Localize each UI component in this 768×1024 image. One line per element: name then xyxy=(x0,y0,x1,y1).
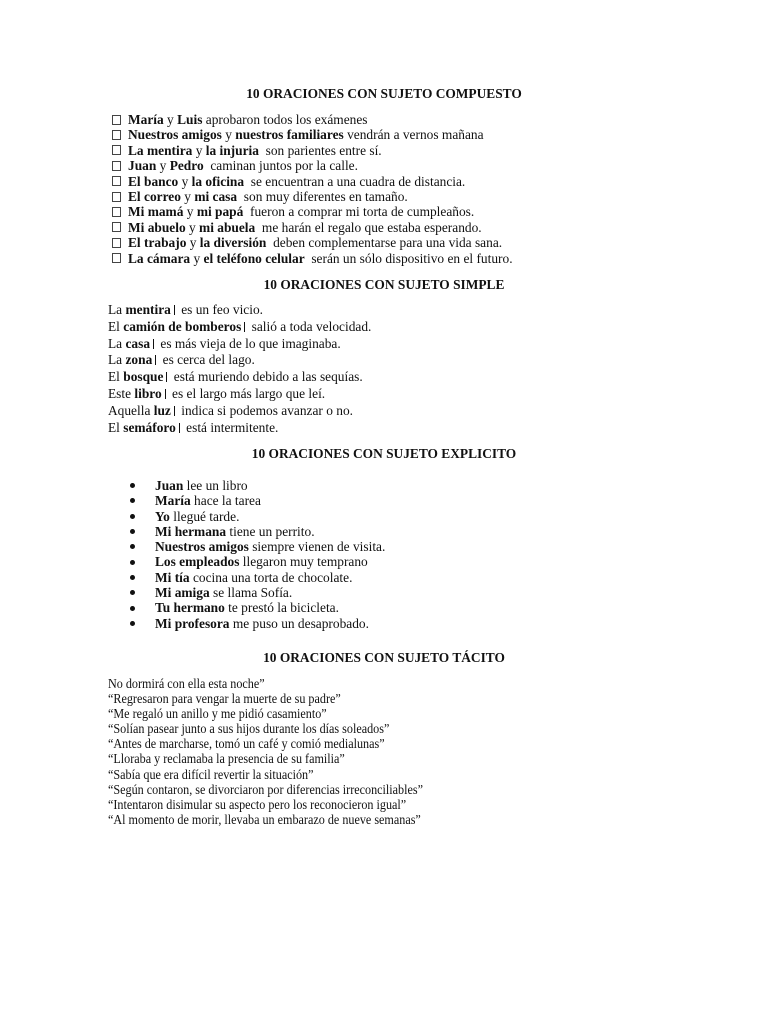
list-item: Mi amiga se llama Sofía. xyxy=(130,585,385,600)
list-item: El banco y la oficina se encuentran a una cuadra de distancia. xyxy=(112,174,513,189)
list-item: “Lloraba y reclamaba la presencia de su familia” xyxy=(108,751,345,767)
divider-bar xyxy=(174,305,175,315)
list-item: Mi abuelo y mi abuela me harán el regalo que estaba esperando. xyxy=(112,220,513,235)
list-item: Juan y Pedro caminan juntos por la calle. xyxy=(112,158,513,173)
list-item: “Según contaron, se divorciaron por diferencias irreconciliables” xyxy=(108,781,423,797)
list-item: “Intentaron disimular su aspecto pero los reconocieron igual” xyxy=(108,796,407,812)
heading-compuesto: 10 ORACIONES CON SUJETO COMPUESTO xyxy=(246,86,522,101)
list-item: “Regresaron para vengar la muerte de su padre” xyxy=(108,691,341,707)
bullet-icon xyxy=(130,498,135,503)
list-item: “Al momento de morir, llevaba un embarazo de nueve semanas” xyxy=(108,811,421,827)
list-item: Los empleados llegaron muy temprano xyxy=(130,554,385,569)
divider-bar xyxy=(165,389,166,399)
divider-bar xyxy=(174,406,175,416)
list-item: La mentira y la injuria son parientes entre sí. xyxy=(112,143,513,158)
checkbox-glyph-icon xyxy=(112,253,121,263)
checkbox-glyph-icon xyxy=(112,176,121,186)
list-item: Nuestros amigos y nuestros familiares vendrán a vernos mañana xyxy=(112,127,513,142)
checkbox-glyph-icon xyxy=(112,115,121,125)
list-item: Yo llegué tarde. xyxy=(130,509,385,524)
simple-list xyxy=(108,302,371,436)
list-item: El trabajo y la diversión deben complementarse para una vida sana. xyxy=(112,235,513,250)
list-item: Aquella luz indica si podemos avanzar o no. xyxy=(108,402,354,418)
list-item: Mi hermana tiene un perrito. xyxy=(130,524,385,539)
checkbox-glyph-icon xyxy=(112,192,121,202)
list-item: Juan lee un libro xyxy=(130,478,385,493)
list-item: No dormirá con ella esta noche” xyxy=(108,676,265,691)
heading-explicito: 10 ORACIONES CON SUJETO EXPLICITO xyxy=(251,446,517,461)
bullet-icon xyxy=(130,575,135,580)
list-item: El semáforo está intermitente. xyxy=(108,419,279,435)
heading-simple: 10 ORACIONES CON SUJETO SIMPLE xyxy=(263,277,505,292)
list-item: La zona es cerca del lago. xyxy=(108,352,255,368)
list-item: “Antes de marcharse, tomó un café y comió medialunas” xyxy=(108,736,385,752)
compuesto-list xyxy=(112,112,513,266)
bullet-icon xyxy=(130,529,135,534)
checkbox-glyph-icon xyxy=(112,161,121,171)
divider-bar xyxy=(179,423,180,433)
divider-bar xyxy=(244,322,245,332)
checkbox-glyph-icon xyxy=(112,238,121,248)
bullet-icon xyxy=(130,514,135,519)
divider-bar xyxy=(153,339,154,349)
bullet-icon xyxy=(130,621,135,626)
bullet-icon xyxy=(130,544,135,549)
heading-tacito: 10 ORACIONES CON SUJETO TÁCITO xyxy=(263,650,505,665)
bullet-icon xyxy=(130,606,135,611)
list-item: Mi profesora me puso un desaprobado. xyxy=(130,616,385,631)
tacito-list xyxy=(108,676,423,827)
list-item: La mentira es un feo vicio. xyxy=(108,302,264,317)
divider-bar xyxy=(155,355,156,365)
divider-bar xyxy=(166,372,167,382)
list-item: La casa es más vieja de lo que imaginaba. xyxy=(108,335,341,351)
checkbox-glyph-icon xyxy=(112,145,121,155)
list-item: María y Luis aprobaron todos los exámenes xyxy=(112,112,513,127)
list-item: Nuestros amigos siempre vienen de visita. xyxy=(130,539,385,554)
list-item: El correo y mi casa son muy diferentes en tamaño. xyxy=(112,189,513,204)
bullet-icon xyxy=(130,483,135,488)
checkbox-glyph-icon xyxy=(112,130,121,140)
explicito-list xyxy=(130,478,385,631)
checkbox-glyph-icon xyxy=(112,222,121,232)
list-item: “Sabía que era difícil revertir la situación” xyxy=(108,766,314,782)
list-item: Este libro es el largo más largo que leí. xyxy=(108,385,326,401)
list-item: Mi mamá y mi papá fueron a comprar mi torta de cumpleaños. xyxy=(112,204,513,219)
list-item: Tu hermano te prestó la bicicleta. xyxy=(130,600,385,615)
list-item: “Solían pasear junto a sus hijos durante los días soleados” xyxy=(108,721,390,737)
bullet-icon xyxy=(130,560,135,565)
list-item: El camión de bomberos salió a toda velocidad. xyxy=(108,318,372,334)
list-item: Mi tía cocina una torta de chocolate. xyxy=(130,570,385,585)
list-item: La cámara y el teléfono celular serán un sólo dispositivo en el futuro. xyxy=(112,251,513,266)
list-item: El bosque está muriendo debido a las sequías. xyxy=(108,369,363,385)
checkbox-glyph-icon xyxy=(112,207,121,217)
list-item: María hace la tarea xyxy=(130,493,385,508)
list-item: “Me regaló un anillo y me pidió casamiento” xyxy=(108,706,327,722)
bullet-icon xyxy=(130,590,135,595)
